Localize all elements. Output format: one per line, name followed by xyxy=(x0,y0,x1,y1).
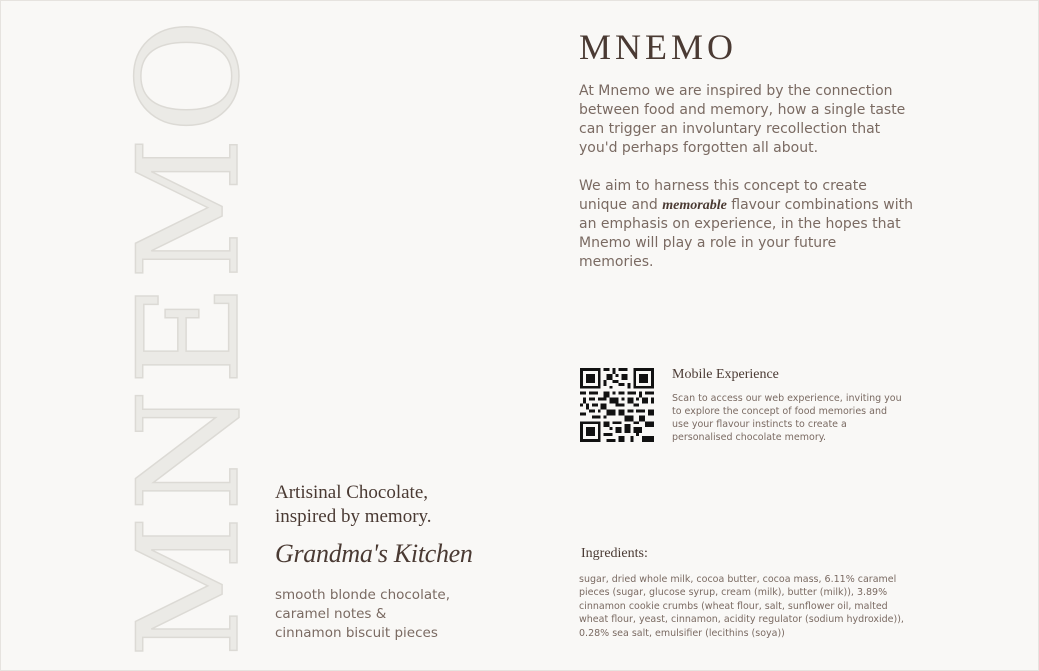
flavour-notes xyxy=(275,586,505,643)
ingredients-list: sugar, dried whole milk, cocoa butter, cocoa mass, 6.11% caramel pieces (sugar, glucose syrup, cream (milk), butter (milk)), 3.89% cinnamon cookie crumbs (wheat flour, salt, sunflower oil, malted wheat flour, yeast, cinnamon, acidity regulator (sodium hydroxide)), 0.28% sea salt, emulsifier (lecithins (soya)) xyxy=(579,574,904,639)
mobile-experience-title: Mobile Experience xyxy=(672,367,779,382)
side-wordmark xyxy=(108,13,270,663)
side-wordmark-text: MNEMO xyxy=(108,14,270,658)
tagline-line-1: Artisinal Chocolate, xyxy=(275,482,429,503)
intro-paragraph-1: At Mnemo we are inspired by the connection between food and memory, how a single taste can trigger an involuntary recollection that you'd perhaps forgotten all about. xyxy=(579,83,906,156)
brand-title: MNEMO xyxy=(579,27,738,67)
intro-paragraph-2-start: We aim to harness this concept to create unique and xyxy=(579,178,867,213)
intro-text xyxy=(579,82,914,272)
flavour-note-3: cinnamon biscuit pieces xyxy=(275,625,438,641)
intro-paragraph-2-end: flavour combinations with an emphasis on experience, in the hopes that Mnemo will play a role in your future memories. xyxy=(579,197,913,270)
tagline-line-2: inspired by memory. xyxy=(275,506,432,527)
intro-paragraph-2 xyxy=(579,177,914,272)
ingredients-title: Ingredients: xyxy=(581,546,648,561)
flavour-note-2: caramel notes & xyxy=(275,606,387,622)
memorable-emphasis: memorable xyxy=(662,198,727,213)
mobile-experience-text: Scan to access our web experience, inviting you to explore the concept of food memories and use your flavour instincts to create a personalised chocolate memory. xyxy=(672,393,902,443)
tagline xyxy=(275,481,525,529)
flavour-note-1: smooth blonde chocolate, xyxy=(275,587,450,603)
product-name: Grandma's Kitchen xyxy=(275,539,473,568)
qr-code-icon[interactable] xyxy=(580,368,654,442)
